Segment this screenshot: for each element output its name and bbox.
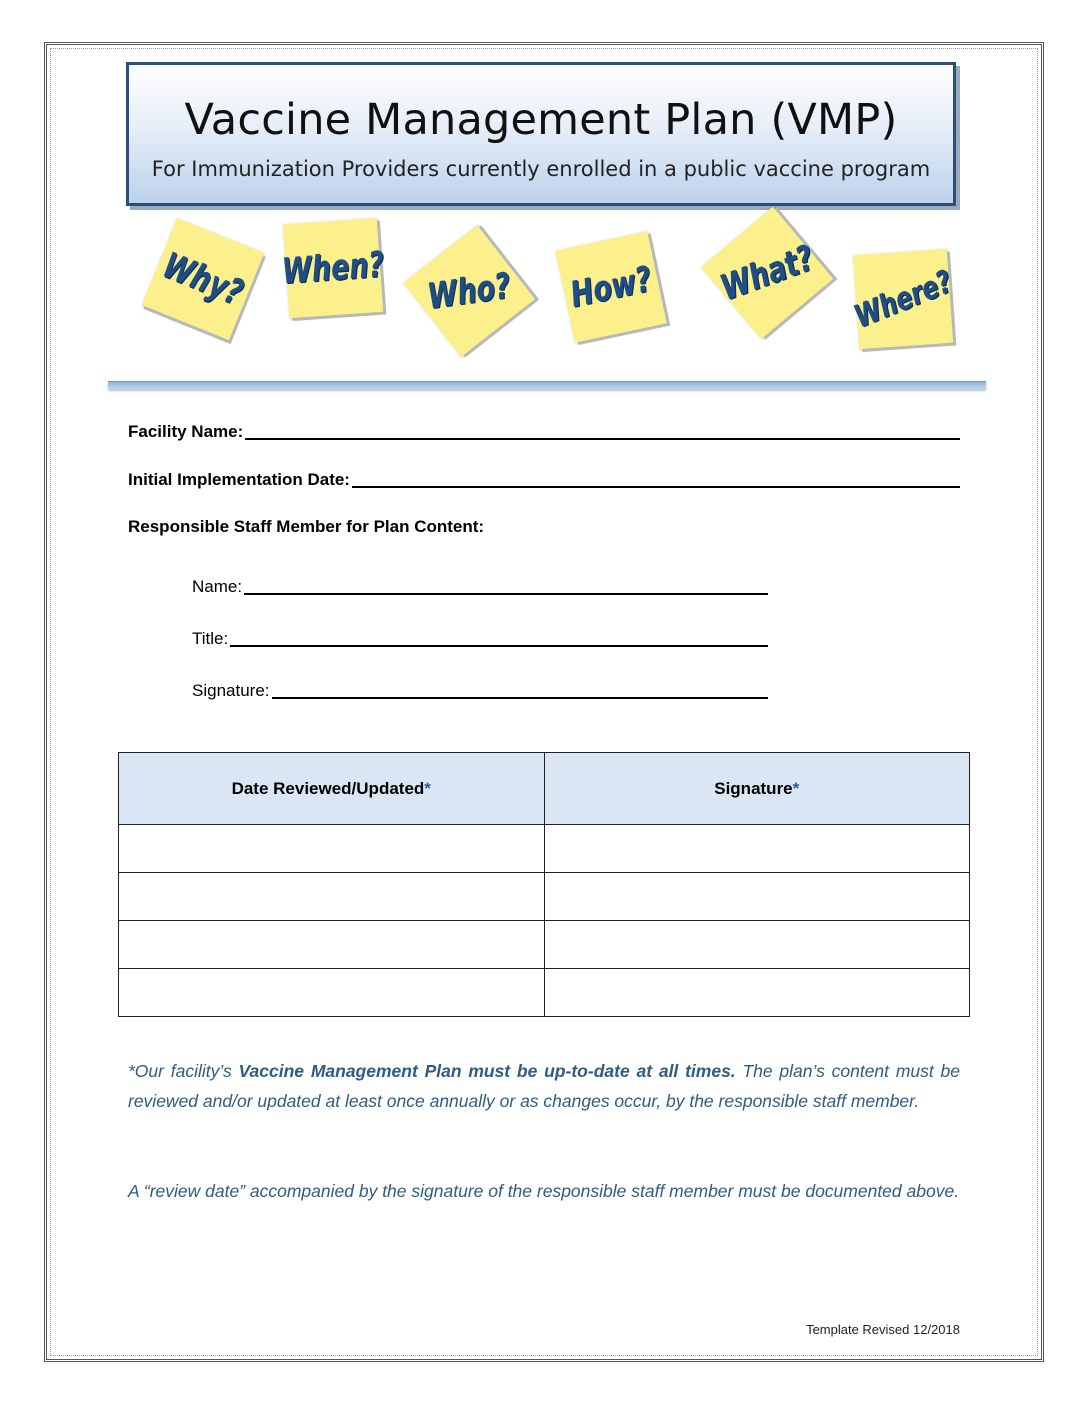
table-row bbox=[119, 825, 970, 873]
column-header-signature bbox=[544, 753, 970, 825]
staff-title-line[interactable] bbox=[230, 644, 768, 647]
responsible-staff-heading bbox=[128, 517, 484, 537]
table-row bbox=[119, 873, 970, 921]
page-border bbox=[44, 42, 1044, 1362]
staff-name-label: Name: bbox=[192, 577, 243, 596]
note-label-what: What? bbox=[715, 237, 819, 309]
review-log-table bbox=[118, 752, 970, 1017]
footnote-paragraph-1 bbox=[128, 1056, 960, 1116]
implementation-date-field[interactable] bbox=[128, 470, 960, 490]
staff-signature-label: Signature: bbox=[192, 681, 270, 700]
footnote-paragraph-2: A “review date” accompanied by the signature of the responsible staff member must be documented above. bbox=[128, 1181, 960, 1201]
table-header-row bbox=[119, 753, 970, 825]
template-revision: Template Revised 12/2018 bbox=[806, 1322, 960, 1337]
implementation-date-line[interactable] bbox=[352, 485, 960, 488]
implementation-date-label: Initial Implementation Date: bbox=[128, 470, 350, 489]
divider-bar bbox=[108, 381, 986, 389]
footnote-1-end: The plan’s content must be reviewed and/or updated at least once annually or as changes occur, by the responsible staff member. bbox=[128, 1061, 960, 1111]
footnote-1-start: *Our facility’s bbox=[128, 1061, 239, 1081]
note-label-when: When? bbox=[280, 244, 386, 292]
facility-name-label: Facility Name: bbox=[128, 422, 244, 441]
signature-cell[interactable] bbox=[544, 873, 970, 921]
column-header-date bbox=[119, 753, 545, 825]
table-row bbox=[119, 921, 970, 969]
signature-cell[interactable] bbox=[544, 825, 970, 873]
responsible-staff-label: Responsible Staff Member for Plan Content: bbox=[128, 517, 485, 536]
note-label-where: Where? bbox=[848, 263, 958, 335]
table-row bbox=[119, 969, 970, 1017]
signature-cell[interactable] bbox=[544, 969, 970, 1017]
note-label-why: Why? bbox=[157, 244, 249, 314]
date-cell[interactable] bbox=[119, 921, 545, 969]
required-marker: * bbox=[424, 778, 431, 798]
note-label-who: Who? bbox=[424, 265, 514, 317]
staff-name-field[interactable] bbox=[192, 577, 768, 597]
staff-signature-field[interactable] bbox=[192, 681, 768, 701]
note-label-how: How? bbox=[566, 258, 656, 316]
staff-signature-line[interactable] bbox=[272, 696, 769, 699]
column-header-date-label: Date Reviewed/Updated bbox=[231, 778, 425, 798]
staff-title-label: Title: bbox=[192, 629, 229, 648]
document-subtitle: For Immunization Providers currently enrolled in a public vaccine program bbox=[151, 157, 931, 181]
facility-name-line[interactable] bbox=[245, 437, 960, 440]
date-cell[interactable] bbox=[119, 825, 545, 873]
signature-cell[interactable] bbox=[544, 921, 970, 969]
column-header-signature-label: Signature bbox=[714, 778, 793, 798]
document-title: Vaccine Management Plan (VMP) bbox=[184, 95, 898, 145]
staff-name-line[interactable] bbox=[244, 592, 768, 595]
required-marker: * bbox=[792, 778, 800, 798]
date-cell[interactable] bbox=[119, 873, 545, 921]
footnote-1-emphasis: Vaccine Management Plan must be up-to-date at all times. bbox=[238, 1061, 736, 1081]
date-cell[interactable] bbox=[119, 969, 545, 1017]
facility-name-field[interactable] bbox=[128, 422, 960, 442]
title-banner bbox=[126, 62, 956, 206]
staff-title-field[interactable] bbox=[192, 629, 768, 649]
